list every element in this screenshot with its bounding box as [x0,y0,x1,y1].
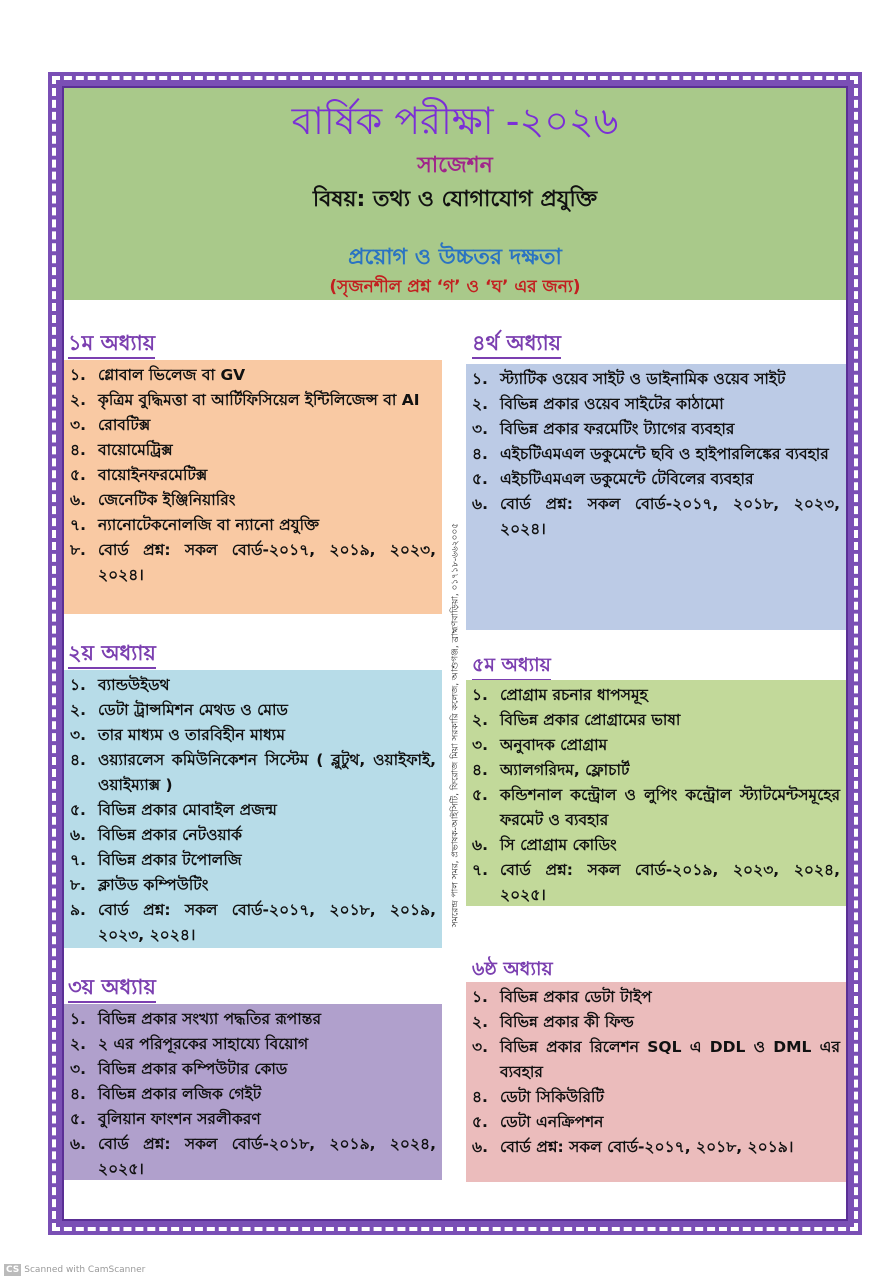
item-text: বোর্ড প্রশ্ন: সকল বোর্ড-২০১৭, ২০১৯, ২০২৩, ২০২৪। [98,541,436,584]
item-text: বিভিন্ন প্রকার টপোলজি [98,851,242,869]
list-item [70,438,436,463]
list-item [70,538,436,588]
item-text: ন্যানোটেকনোলজি বা ন্যানো প্রযুক্তি [98,516,320,534]
list-item [472,708,840,733]
scanner-watermark [4,1264,145,1276]
item-number: ১. [472,988,488,1006]
item-text: বিভিন্ন প্রকার ফরমেটিং ট্যাগের ব্যবহার [500,420,735,438]
item-number: ৫. [472,786,488,804]
item-number: ২. [472,395,488,413]
list-item [472,683,840,708]
list-item [70,798,436,823]
vertical-credit [445,490,465,960]
item-number: ৬. [472,495,488,513]
list-item [70,823,436,848]
scanner-logo: CS [6,1265,20,1275]
list-item [70,463,436,488]
scanner-text: Scanned with CamScanner [24,1265,146,1275]
item-number: ৩. [70,416,86,434]
item-text: এইচটিএমএল ডকুমেন্টে ছবি ও হাইপারলিঙ্কের ব্যবহার [500,445,829,463]
item-text: বিভিন্ন প্রকার প্রোগ্রামের ভাষা [500,711,681,729]
list-item [70,1107,436,1132]
vertical-credit-text: সমরেন্দ্র পাল সমর, প্রভাষক-আইসিটি, ফিরোজ মিয়া সরকারি কলেজ, আশুগঞ্জ, ব্রাহ্মণবাড়িয়া, ০১৭১৮-৬৬২০০৫ [450,522,461,928]
list-item [472,367,840,392]
item-number: ১. [70,676,86,694]
item-text: অ্যালগরিদম, ফ্লোচার্ট [500,761,630,779]
list-item [70,388,436,413]
item-number: ১. [70,1010,86,1028]
list-item [472,758,840,783]
item-text: বোর্ড প্রশ্ন: সকল বোর্ড-২০১৯, ২০২৩, ২০২৪, ২০২৫। [500,861,840,904]
item-text: তার মাধ্যম ও তারবিহীন মাধ্যম [98,726,285,744]
item-number: ৩. [472,420,488,438]
list-item [472,1085,840,1110]
chapter-3-box [64,1004,442,1180]
chapter-5-title: ৫ম অধ্যায় [472,652,551,681]
item-number: ৫. [70,466,86,484]
item-number: ৩. [70,1060,86,1078]
item-number: ২. [472,1013,488,1031]
item-text: বিভিন্ন প্রকার সংখ্যা পদ্ধতির রূপান্তর [98,1010,321,1028]
item-number: ৯. [70,901,86,919]
item-text: বিভিন্ন প্রকার ওয়েব সাইটের কাঠামো [500,395,724,413]
list-item [70,513,436,538]
list-item [472,442,840,467]
exam-title: বার্ষিক পরীক্ষা -২০২৬ [291,99,619,143]
chapter-1-list [70,363,436,588]
item-text: বোর্ড প্রশ্ন: সকল বোর্ড-২০১৭, ২০১৮, ২০১৯। [500,1138,794,1156]
list-item [472,1135,840,1160]
item-text: গ্লোবাল ভিলেজ বা GV [98,366,246,384]
list-item [70,1032,436,1057]
chapter-1-box [64,360,442,614]
item-number: ৫. [472,470,488,488]
list-item [472,783,840,833]
item-number: ৪. [70,441,86,459]
item-text: কৃত্রিম বুদ্ধিমত্তা বা আর্টিফিসিয়েল ইন্টিলিজেন্স বা AI [98,391,420,409]
item-number: ৭. [70,851,86,869]
item-number: ৪. [472,761,488,779]
item-text: ব্যান্ডউইডথ [98,676,170,694]
item-number: ৬. [70,491,86,509]
chapter-5-box [466,680,846,906]
list-item [70,1082,436,1107]
item-text: বিভিন্ন প্রকার মোবাইল প্রজন্ম [98,801,277,819]
item-text: বিভিন্ন প্রকার কী ফিল্ড [500,1013,634,1031]
item-text: বোর্ড প্রশ্ন: সকল বোর্ড-২০১৭, ২০১৮, ২০২৩, ২০২৪। [500,495,840,538]
item-number: ৬. [472,1138,488,1156]
item-number: ৪. [70,1085,86,1103]
item-text: বিভিন্ন প্রকার কম্পিউটার কোড [98,1060,288,1078]
item-text: বায়োইনফরমেটিক্স [98,466,208,484]
item-number: ৪. [472,1088,488,1106]
item-text: বিভিন্ন প্রকার নেটওয়ার্ক [98,826,242,844]
list-item [472,417,840,442]
item-number: ২. [472,711,488,729]
item-number: ৩. [472,736,488,754]
item-number: ৩. [472,1038,488,1056]
list-item [472,833,840,858]
item-text: অনুবাদক প্রোগ্রাম [500,736,608,754]
list-item [472,858,840,908]
chapter-6-box [466,982,846,1182]
list-item [472,1110,840,1135]
list-item [472,1035,840,1085]
item-number: ৫. [70,1110,86,1128]
item-text: ক্লাউড কম্পিউটিং [98,876,209,894]
item-text: বিভিন্ন প্রকার লজিক গেইট [98,1085,262,1103]
item-number: ৮. [70,541,86,559]
list-item [70,488,436,513]
chapter-1-title: ১ম অধ্যায় [68,330,155,359]
item-number: ২. [70,391,86,409]
item-text: বিভিন্ন প্রকার রিলেশন SQL এ DDL ও DML এর ব্যবহার [500,1038,840,1081]
item-text: বুলিয়ান ফাংশন সরলীকরণ [98,1110,261,1128]
chapter-5-list [472,683,840,908]
item-text: বোর্ড প্রশ্ন: সকল বোর্ড-২০১৭, ২০১৮, ২০১৯, ২০২৩, ২০২৪। [98,901,436,944]
item-number: ১. [472,370,488,388]
item-text: এইচটিএমএল ডকুমেন্টে টেবিলের ব্যবহার [500,470,754,488]
chapter-3-list [70,1007,436,1182]
chapter-6-list [472,985,840,1160]
chapter-2-list [70,673,436,948]
exam-subtitle: সাজেশন [417,153,493,178]
item-text: জেনেটিক ইঞ্জিনিয়ারিং [98,491,236,509]
subject-line: বিষয়: তথ্য ও যোগাযোগ প্রযুক্তি [312,187,598,212]
item-number: ৫. [472,1113,488,1131]
list-item [70,673,436,698]
item-number: ৭. [70,516,86,534]
item-number: ২. [70,1035,86,1053]
skill-heading: প্রয়োগ ও উচ্চতর দক্ষতা [348,245,562,270]
item-text: রোবটিক্স [98,416,151,434]
item-text: সি প্রোগ্রাম কোডিং [500,836,617,854]
item-number: ৬. [472,836,488,854]
list-item [70,698,436,723]
item-text: কন্ডিশনাল কন্ট্রোল ও লুপিং কন্ট্রোল স্ট্যাটমেন্টসমূহের ফরমেট ও ব্যবহার [500,786,840,829]
item-number: ১. [70,366,86,384]
item-text: বিভিন্ন প্রকার ডেটা টাইপ [500,988,652,1006]
item-text: ডেটা এনক্রিপশন [500,1113,604,1131]
item-text: ওয়্যারলেস কমিউনিকেশন সিস্টেম ( ব্লুটুথ, ওয়াইফাই, ওয়াইম্যাক্স ) [98,751,436,794]
list-item [472,1010,840,1035]
list-item [70,873,436,898]
list-item [472,985,840,1010]
list-item [70,723,436,748]
item-text: ২ এর পরিপূরকের সাহায্যে বিয়োগ [98,1035,309,1053]
list-item [70,748,436,798]
chapter-2-box [64,670,442,948]
item-text: প্রোগ্রাম রচনার ধাপসমূহ [500,686,648,704]
list-item [70,848,436,873]
list-item [70,363,436,388]
list-item [70,1132,436,1182]
list-item [70,1007,436,1032]
list-item [70,898,436,948]
item-text: ডেটা সিকিউরিটি [500,1088,604,1106]
list-item [472,733,840,758]
skill-note: (সৃজনশীল প্রশ্ন ‘গ’ ও ‘ঘ’ এর জন্য) [329,277,581,297]
item-number: ৮. [70,876,86,894]
item-number: ৭. [472,861,488,879]
chapter-6-title: ৬ষ্ঠ অধ্যায় [472,956,553,985]
chapter-4-title: ৪র্থ অধ্যায় [472,330,561,359]
item-number: ৬. [70,826,86,844]
chapter-3-title: ৩য় অধ্যায় [68,974,156,1003]
list-item [472,492,840,542]
list-item [472,392,840,417]
list-item [472,467,840,492]
item-number: ৩. [70,726,86,744]
item-number: ২. [70,701,86,719]
item-number: ৪. [70,751,86,769]
list-item [70,1057,436,1082]
chapter-4-box [466,364,846,630]
item-text: বায়োমেট্রিক্স [98,441,173,459]
item-number: ৪. [472,445,488,463]
chapter-2-title: ২য় অধ্যায় [68,640,156,669]
chapter-4-list [472,367,840,542]
item-text: স্ট্যাটিক ওয়েব সাইট ও ডাইনামিক ওয়েব সাইট [500,370,786,388]
item-number: ৫. [70,801,86,819]
item-text: বোর্ড প্রশ্ন: সকল বোর্ড-২০১৮, ২০১৯, ২০২৪, ২০২৫। [98,1135,436,1178]
item-number: ১. [472,686,488,704]
item-text: ডেটা ট্রান্সমিশন মেথড ও মোড [98,701,288,719]
item-number: ৬. [70,1135,86,1153]
header-banner [64,88,846,300]
list-item [70,413,436,438]
